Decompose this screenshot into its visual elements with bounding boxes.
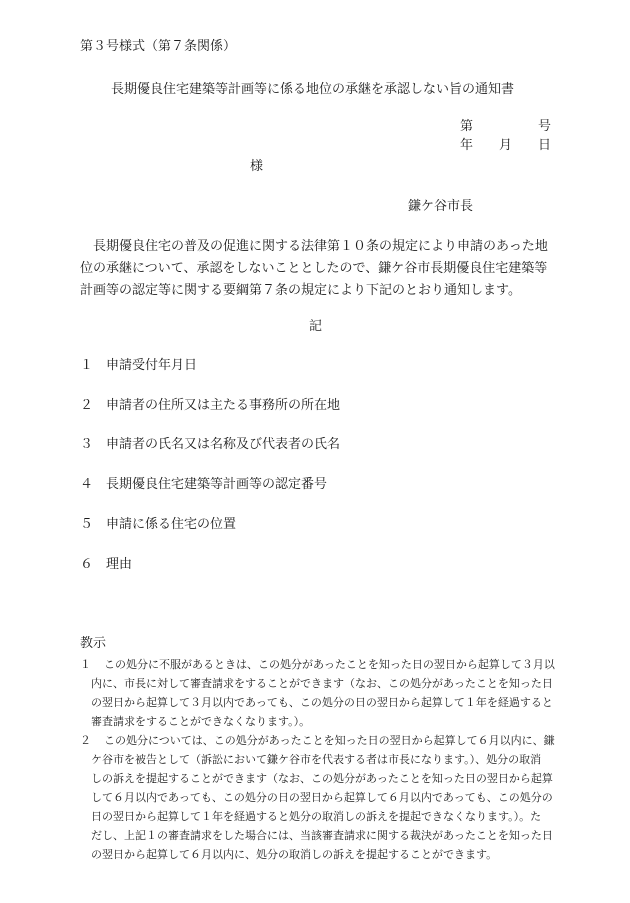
body-line: 長期優良住宅の普及の促進に関する法律第１０条の規定により申請のあった地: [80, 239, 548, 254]
doc-number-dai: 第: [460, 119, 474, 134]
item-number: ３: [80, 437, 94, 452]
body-line: 位の承継について、承認をしないこととしたので、鎌ケ谷市長期優良住宅建築等: [80, 261, 548, 276]
date-year: 年: [460, 138, 474, 153]
notice-line: 日の翌日から起算して１年を経過すると処分の取消しの訴えを提起できなくなります。）。た: [91, 810, 542, 823]
item-label: 長期優良住宅建築等計画等の認定番号: [106, 477, 328, 492]
item-number: １: [80, 358, 94, 373]
list-item: [80, 556, 132, 573]
notice-line: １ この処分に不服があるときは、この処分があったことを知った日の翌日から起算して３月以: [80, 655, 550, 674]
notice-heading: 教示: [80, 636, 107, 651]
notice-line: 内に、市長に対して審査請求をすることができます（なお、この処分があったことを知った日: [91, 677, 553, 690]
item-number: ５: [80, 517, 94, 532]
body-paragraph: [80, 236, 550, 302]
issuer: 鎌ケ谷市長: [408, 199, 474, 214]
notice-line: ２ この処分については、この処分があったことを知った日の翌日から起算して６月以内に、鎌: [80, 731, 550, 750]
item-label: 申請に係る住宅の位置: [106, 517, 237, 532]
body-line: 計画等の認定等に関する要綱第７条の規定により下記のとおり通知します。: [80, 283, 521, 298]
list-item: [80, 357, 197, 374]
notice-section: [80, 655, 555, 864]
notice-item-number: １: [80, 658, 91, 671]
item-number: ６: [80, 557, 94, 572]
notice-line: しの訴えを提起することができます（なお、この処分があったことを知った日の翌日から起算: [91, 772, 553, 785]
list-item: [80, 516, 236, 533]
list-item: [80, 397, 340, 414]
item-label: 申請者の氏名又は名称及び代表者の氏名: [106, 437, 341, 452]
list-item: [80, 436, 340, 453]
notice-item-number: ２: [80, 734, 91, 747]
item-number: ２: [80, 398, 94, 413]
notice-line: 審査請求をすることができなくなります。）。: [91, 715, 311, 728]
ki-heading: 記: [309, 319, 323, 334]
notice-line: ケ谷市を被告として（訴訟において鎌ケ谷市を代表する者は市長になります。）、処分の取消: [91, 753, 542, 766]
doc-number-go: 号: [538, 119, 552, 134]
notice-line: だし、上記１の審査請求をした場合には、当該審査請求に関する裁決があったことを知った日: [91, 829, 553, 842]
item-label: 申請受付年月日: [106, 358, 198, 373]
document-title: 長期優良住宅建築等計画等に係る地位の承継を承認しない旨の通知書: [111, 82, 515, 97]
notice-line: の翌日から起算して６月以内に、処分の取消しの訴えを提起することができます。: [91, 848, 498, 861]
date-day: 日: [538, 138, 552, 153]
item-number: ４: [80, 477, 94, 492]
item-label: 理由: [106, 557, 133, 572]
notice-line: の翌日から起算して３月以内であっても、この処分の日の翌日から起算して１年を経過すると: [91, 696, 553, 709]
form-number: 第３号様式（第７条関係）: [80, 39, 237, 54]
date-month: 月: [499, 138, 513, 153]
list-item: [80, 476, 327, 493]
item-label: 申請者の住所又は主たる事務所の所在地: [106, 398, 341, 413]
recipient-suffix: 様: [250, 159, 264, 174]
notice-line: して６月以内であっても、この処分の日の翌日から起算して６月以内であっても、この処分の: [91, 791, 553, 804]
